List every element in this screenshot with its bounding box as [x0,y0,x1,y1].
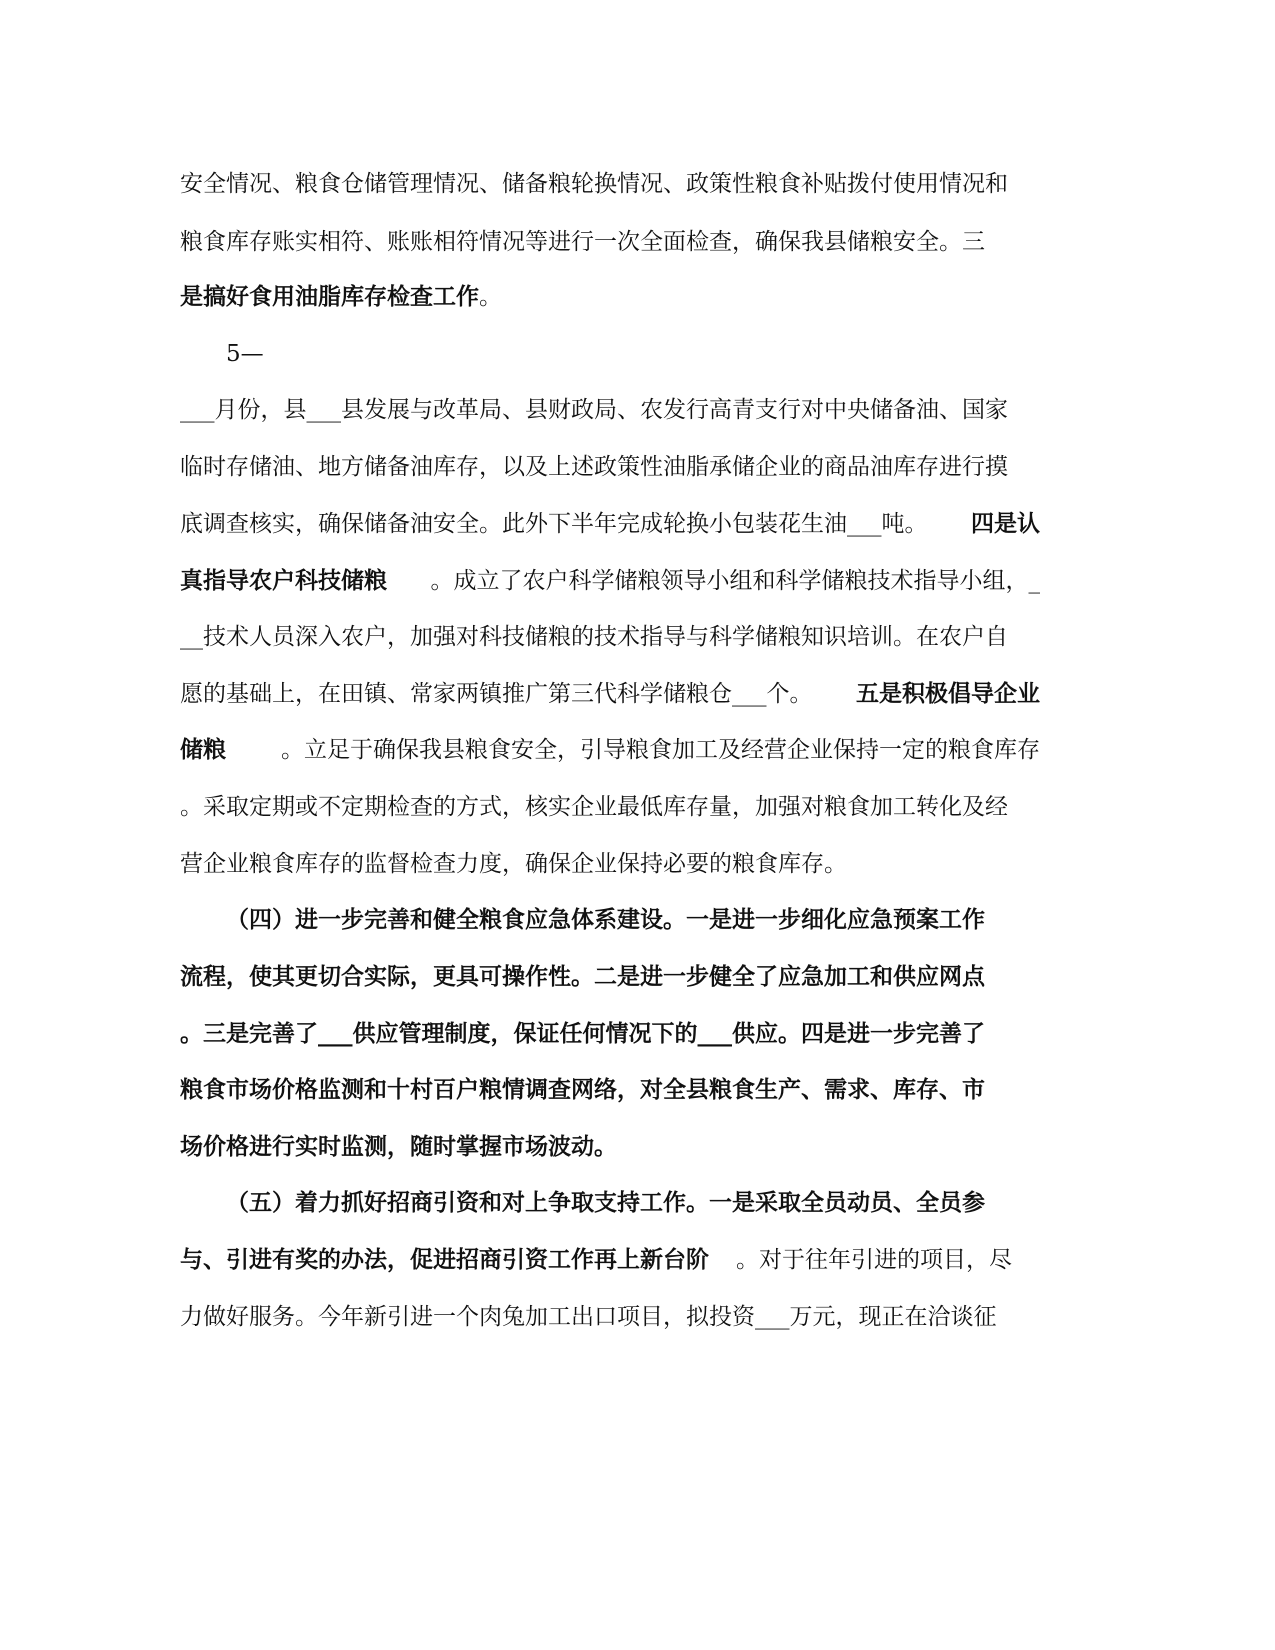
text-segment: 底调查核实，确保储备油安全。此外下半年完成轮换小包装花生油___吨。 [180,511,928,537]
text-line [180,164,1040,204]
bold-text-segment: 粮食市场价格监测和十村百户粮情调查网络，对全县粮食生产、需求、库存、市 [180,1076,985,1103]
text-line [180,1070,1012,1110]
text-line [180,1127,1040,1167]
text-line [226,334,1086,374]
text-line [180,504,1040,544]
bold-text-segment: （五）着力抓好招商引资和对上争取支持工作。一是采取全员动员、全员参 [226,1189,985,1216]
text-segment: 粮食库存账实相符、账账相符情况等进行一次全面检查，确保我县储粮安全。三 [180,229,985,255]
text-line [180,390,1040,430]
bold-text-segment: 五是积极倡导企业 [856,680,1040,707]
text-line [180,617,1040,657]
bold-text-segment: 场价格进行实时监测，随时掌握市场波动。 [180,1133,617,1160]
text-line [180,277,1040,317]
text-line [180,787,1040,827]
text-segment: 。对于往年引进的项目，尽 [736,1247,1012,1273]
text-line [180,730,1040,770]
text-segment: 。采取定期或不定期检查的方式，核实企业最低库存量，加强对粮食加工转化及经 [180,794,1008,820]
text-line [180,1240,1012,1280]
text-line [180,222,1040,262]
text-line [226,1183,1012,1223]
text-segment: 营企业粮食库存的监督检查力度，确保企业保持必要的粮食库存。 [180,851,847,877]
bold-text-segment: 四是认 [971,510,1040,537]
text-segment: __技术人员深入农户，加强对科技储粮的技术指导与科学储粮知识培训。在农户自 [180,624,1008,650]
text-line [180,561,1040,601]
text-line [180,1014,1012,1054]
bold-text-segment: 是搞好食用油脂库存检查工作 [180,283,479,310]
text-line [180,1297,1040,1337]
text-segment: 。成立了农户科学储粮领导小组和科学储粮技术指导小组，_ [430,568,1040,594]
bold-text-segment: 与、引进有奖的办法，促进招商引资工作再上新台阶 [180,1246,709,1273]
text-line [180,674,1040,714]
bold-text-segment: （四）进一步完善和健全粮食应急体系建设。一是进一步细化应急预案工作 [226,906,985,933]
text-line [180,447,1040,487]
bold-text-segment: 。三是完善了___供应管理制度，保证任何情况下的___供应。四是进一步完善了 [180,1020,985,1047]
text-line [226,900,1012,940]
text-segment: ___月份，县___县发展与改革局、县财政局、农发行高青支行对中央储备油、国家 [180,397,1008,423]
text-segment: 5— [226,341,264,367]
text-segment: 。立足于确保我县粮食安全，引导粮食加工及经营企业保持一定的粮食库存 [281,737,1040,763]
text-segment: 安全情况、粮食仓储管理情况、储备粮轮换情况、政策性粮食补贴拨付使用情况和 [180,171,1008,197]
bold-text-segment: 流程，使其更切合实际，更具可操作性。二是进一步健全了应急加工和供应网点 [180,963,985,990]
text-line [180,844,1040,884]
text-segment: 临时存储油、地方储备油库存，以及上述政策性油脂承储企业的商品油库存进行摸 [180,454,1008,480]
bold-text-segment: 真指导农户科技储粮 [180,567,387,594]
bold-text-segment: 储粮 [180,736,226,763]
text-segment: 愿的基础上，在田镇、常家两镇推广第三代科学储粮仓___个。 [180,681,813,707]
text-segment: 。 [479,284,502,310]
text-line [180,957,1012,997]
text-segment: 力做好服务。今年新引进一个肉兔加工出口项目，拟投资___万元，现正在洽谈征 [180,1304,997,1330]
